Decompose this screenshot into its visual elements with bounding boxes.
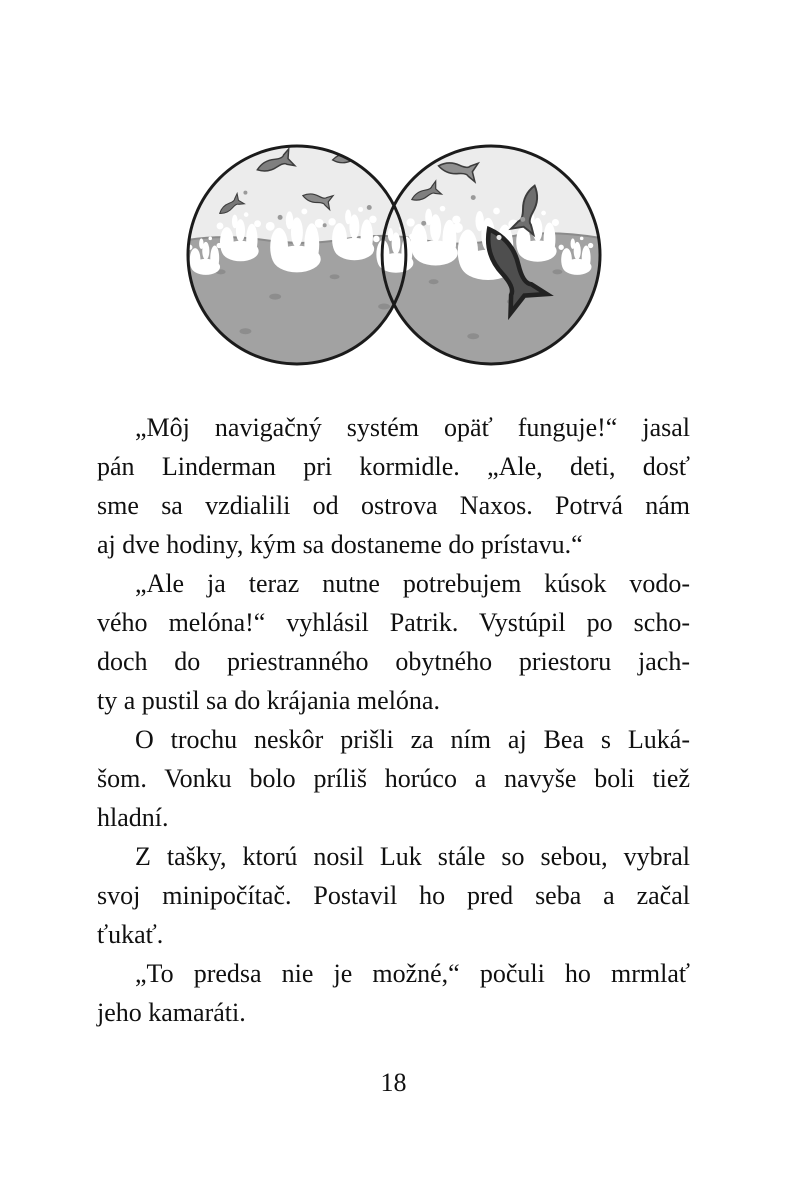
paragraph [97,564,690,720]
binoculars-illustration-svg [186,138,602,372]
text-line: vého melóna!“ vyhlásil Patrik. Vystúpil po scho- [97,608,690,637]
paragraph [97,408,690,564]
text-line: doch do priestranného obytného priestoru jach- [97,647,690,676]
page-number: 18 [380,1068,407,1097]
text-line: ty a pustil sa do krájania melóna. [97,686,440,715]
text-line: sme sa vzdialili od ostrova Naxos. Potrvá nám [97,491,690,520]
paragraph [97,720,690,837]
paragraph [97,837,690,954]
text-line: „To predsa nie je možné,“ počuli ho mrmlať [135,959,690,988]
text-line: O trochu neskôr prišli za ním aj Bea s Luká- [135,725,690,754]
text-line: Z tašky, ktorú nosil Luk stále so sebou, vybral [135,842,690,871]
text-line: svoj minipočítač. Postavil ho pred seba a začal [97,881,690,910]
text-line: „Môj navigačný systém opäť funguje!“ jasal [135,413,690,442]
binoculars-illustration [0,138,787,372]
text-line: pán Linderman pri kormidle. „Ale, deti, dosť [97,452,690,481]
text-line: jeho kamaráti. [97,998,246,1027]
text-line: šom. Vonku bolo príliš horúco a navyše boli tiež [97,764,690,793]
body-text [97,408,690,1032]
text-line: hladní. [97,803,169,832]
text-line: „Ale ja teraz nutne potrebujem kúsok vodo- [135,569,690,598]
paragraph [97,954,690,1032]
text-line: aj dve hodiny, kým sa dostaneme do prístavu.“ [97,530,583,559]
text-line: ťukať. [97,920,164,949]
